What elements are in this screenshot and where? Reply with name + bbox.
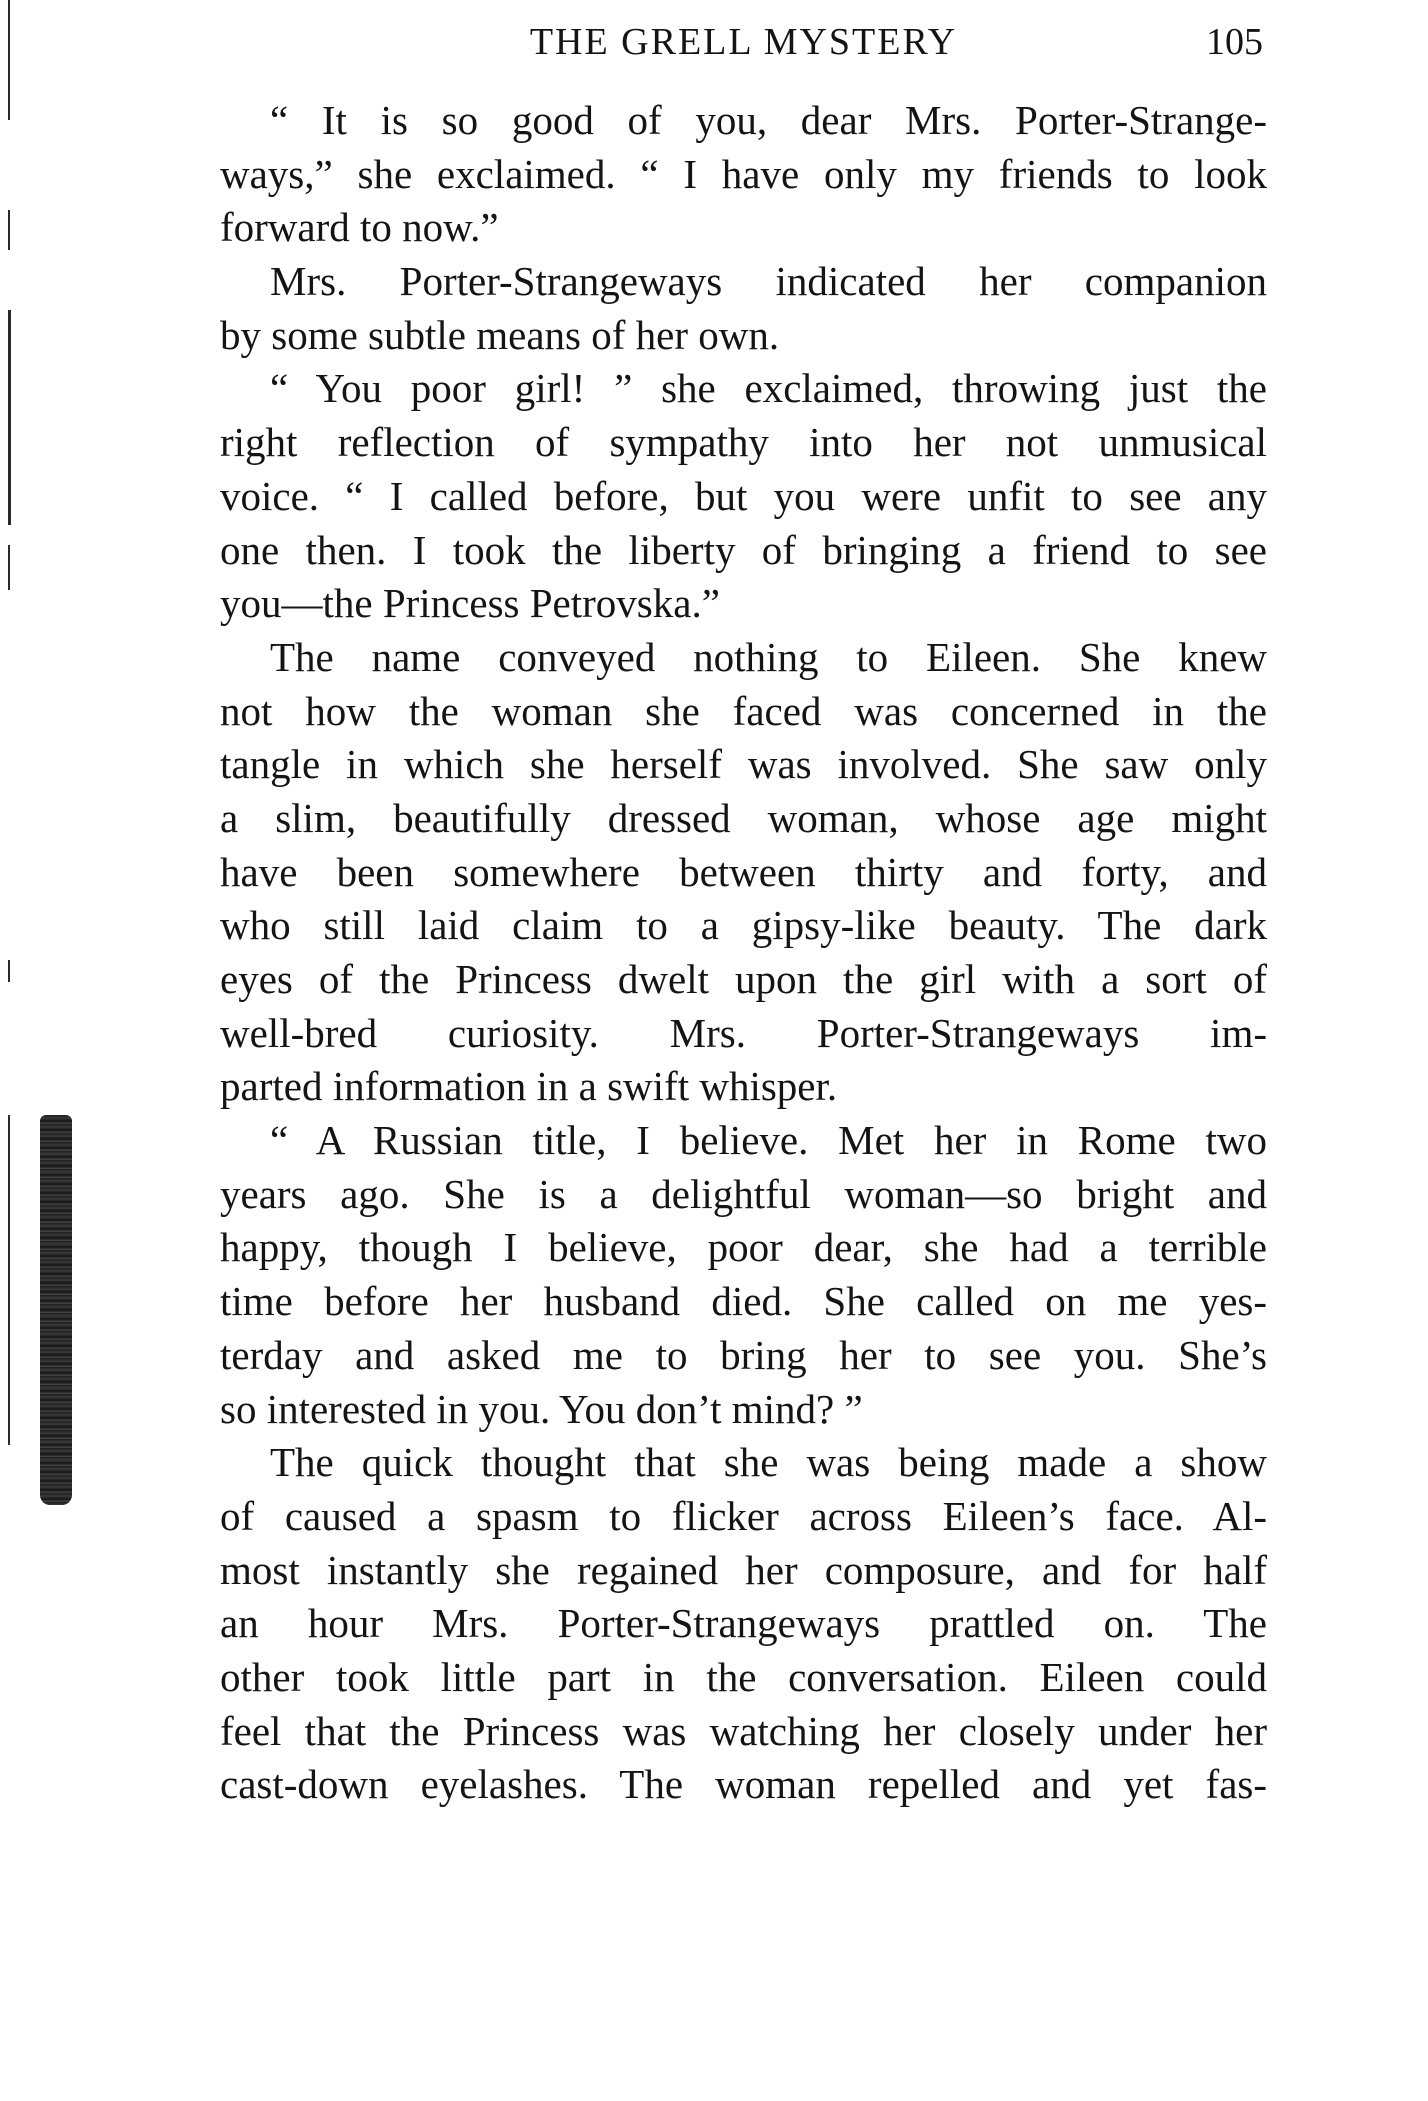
text-line: parted information in a swift whisper. (220, 1063, 838, 1110)
page-number: 105 (1206, 21, 1263, 63)
text-line: voice. “ I called before, but you were unfit to see any (220, 472, 1267, 519)
binding-edge-mark (8, 960, 10, 982)
text-line: happy, though I believe, poor dear, she had a terrible (220, 1224, 1267, 1271)
binding-edge-mark (8, 210, 10, 250)
text-line: have been somewhere between thirty and forty, and (220, 848, 1267, 895)
binding-edge-mark (8, 0, 10, 120)
text-line: most instantly she regained her composure, and for half (220, 1546, 1267, 1593)
text-line: “ It is so good of you, dear Mrs. Porter-Strange- (270, 97, 1267, 143)
binding-edge-mark (8, 310, 11, 525)
text-line: you—the Princess Petrovska.” (220, 580, 720, 627)
text-line: well-bred curiosity. Mrs. Porter-Strangeways im- (220, 1009, 1267, 1056)
text-line: right reflection of sympathy into her not unmusical (220, 419, 1267, 466)
binding-shadow (40, 1115, 72, 1505)
text-line: an hour Mrs. Porter-Strangeways prattled on. The (220, 1600, 1267, 1647)
text-line: who still laid claim to a gipsy-like beauty. The dark (220, 902, 1267, 949)
text-line: other took little part in the conversation. Eileen could (220, 1653, 1267, 1700)
text-line: terday and asked me to bring her to see you. She’s (220, 1331, 1267, 1378)
text-line: by some subtle means of her own. (220, 311, 780, 358)
text-line: eyes of the Princess dwelt upon the girl with a sort of (220, 956, 1267, 1002)
text-line: one then. I took the liberty of bringing a friend to see (220, 526, 1267, 573)
text-line: time before her husband died. She called on me yes- (220, 1278, 1267, 1325)
text-line: years ago. She is a delightful woman—so bright and (220, 1170, 1267, 1217)
binding-edge-mark (8, 545, 10, 590)
text-line: a slim, beautifully dressed woman, whose age might (220, 794, 1267, 841)
text-line: “ You poor girl! ” she exclaimed, throwing just the (270, 365, 1267, 412)
text-line: tangle in which she herself was involved. She saw only (220, 741, 1267, 788)
text-line: The quick thought that she was being made a show (270, 1439, 1267, 1486)
text-line: forward to now.” (220, 204, 499, 251)
text-line: of caused a spasm to flicker across Eileen’s face. Al- (220, 1492, 1267, 1539)
text-line: ways,” she exclaimed. “ I have only my friends to look (220, 150, 1267, 197)
text-line: Mrs. Porter-Strangeways indicated her companion (270, 258, 1267, 305)
body-text (220, 94, 1267, 1812)
running-title: THE GRELL MYSTERY (529, 21, 958, 63)
text-line: feel that the Princess was watching her closely under her (220, 1707, 1267, 1754)
text-line: so interested in you. You don’t mind? ” (220, 1385, 863, 1432)
binding-edge-mark (8, 1115, 10, 1445)
text-line: cast-down eyelashes. The woman repelled and yet fas- (220, 1761, 1267, 1808)
text-line: not how the woman she faced was concerned in the (220, 687, 1267, 734)
text-line: The name conveyed nothing to Eileen. She knew (270, 633, 1267, 680)
text-line: “ A Russian title, I believe. Met her in Rome two (270, 1117, 1267, 1164)
running-head (220, 14, 1267, 70)
